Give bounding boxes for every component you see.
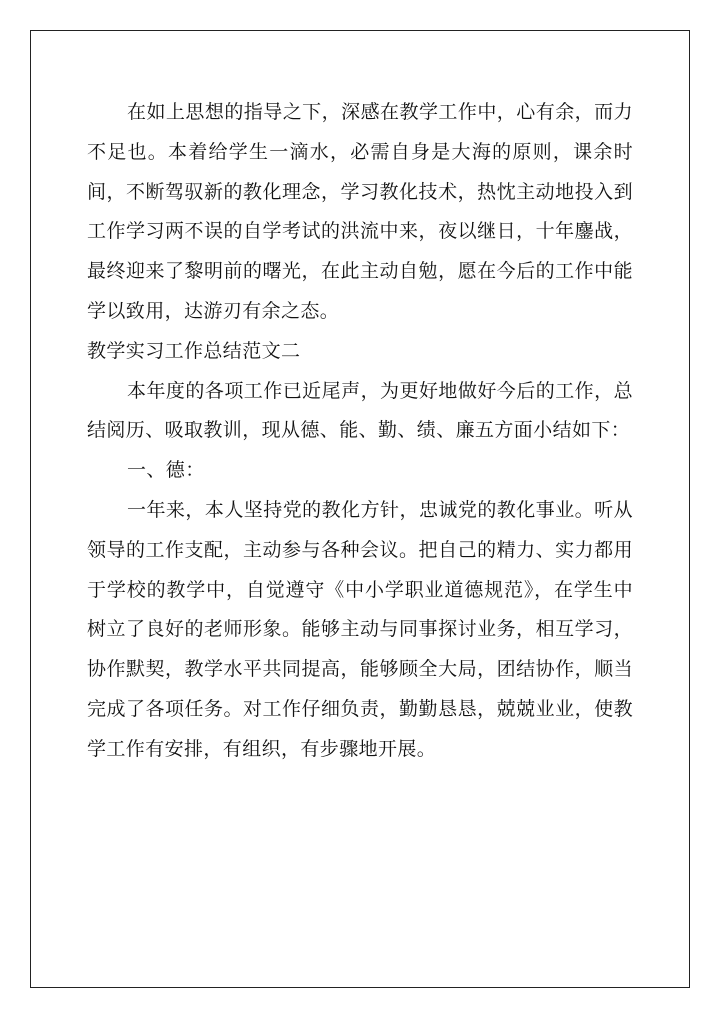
paragraph-de: 一年来，本人坚持党的教化方针，忠诚党的教化事业。听从领导的工作支配，主动参与各种会议。把自己的精力、实力都用于学校的教学中，自觉遵守《中小学职业道德规范》，在学生中树立了良好的老师形象。能够主动与同事探讨业务，相互学习，协作默契，教学水平共同提高，能够顾全大局，团结协作，顺当完成了各项任务。对工作仔细负责，勤勤恳恳，兢兢业业，使教学工作有安排，有组织，有步骤地开展。 xyxy=(87,498,633,760)
section-title: 教学实习工作总结范文二 xyxy=(87,339,301,362)
subheading-de: 一、德： xyxy=(127,459,205,482)
document-body xyxy=(87,93,633,770)
paragraph-reflection: 在如上思想的指导之下，深感在教学工作中，心有余，而力不足也。本着给学生一滴水，必需自身是大海的原则，课余时间，不断驾驭新的教化理念，学习教化技术，热忱主动地投入到工作学习两不误的自学考试的洪流中来，夜以继日，十年鏖战，最终迎来了黎明前的曙光，在此主动自勉，愿在今后的工作中能学以致用，达游刃有余之态。 xyxy=(87,101,633,322)
paragraph-intro: 本年度的各项工作已近尾声，为更好地做好今后的工作，总结阅历、吸取教训，现从德、能、勤、绩、廉五方面小结如下： xyxy=(87,379,633,442)
